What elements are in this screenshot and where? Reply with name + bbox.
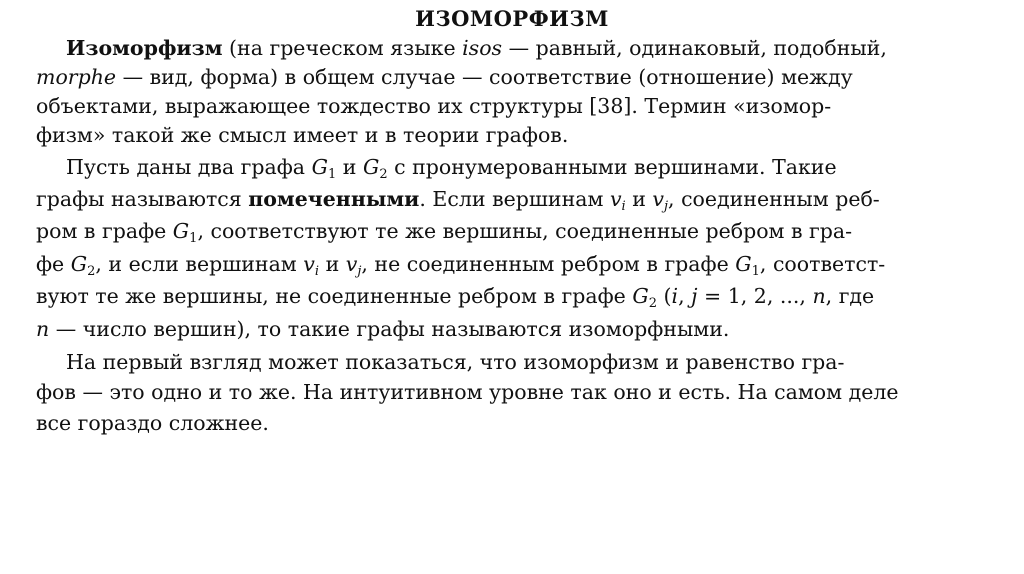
text-italic: morphe	[36, 65, 117, 89]
text-line	[36, 378, 899, 406]
text-span: , соединенным реб-	[668, 187, 880, 211]
math-var: G	[735, 252, 752, 276]
text-span: и	[625, 187, 653, 211]
text-span: фов — это одно и то же. На интуитивном уровне так оно и есть. На самом деле	[36, 380, 899, 404]
text-span: — число вершин), то такие графы называются изоморфными.	[49, 317, 730, 341]
text-line	[36, 63, 853, 91]
math-subscript: 2	[87, 264, 96, 279]
text-line	[66, 348, 844, 376]
text-span: ром в графе	[36, 219, 173, 243]
text-line	[36, 315, 729, 343]
text-span: объектами, выражающее тождество их структуры [38]. Термин «изомор-	[36, 94, 832, 118]
text-line	[36, 282, 874, 310]
math-var: n	[812, 284, 826, 308]
text-span: . Если вершинам	[419, 187, 610, 211]
math-var: v	[609, 187, 622, 211]
text-span: На первый взгляд может показаться, что изоморфизм и равенство гра-	[66, 350, 845, 374]
text-span: и	[336, 155, 363, 179]
text-line	[36, 92, 831, 120]
term-bold: помеченными	[248, 187, 420, 211]
math-var: v	[652, 187, 664, 211]
text-span: и	[319, 252, 346, 276]
text-line	[36, 121, 568, 149]
text-span: , где	[825, 284, 875, 308]
text-span: (на греческом языке	[222, 36, 463, 60]
math-subscript: i	[314, 264, 320, 279]
text-span: , соответст-	[759, 252, 886, 276]
math-subscript: 2	[648, 296, 658, 311]
math-var: v	[303, 252, 315, 276]
text-line	[36, 409, 269, 437]
text-span: с пронумерованными вершинами. Такие	[387, 155, 837, 179]
math-subscript: j	[664, 199, 669, 214]
text-line	[66, 153, 837, 181]
text-span: вуют те же вершины, не соединенные ребром в графе	[36, 284, 633, 308]
text-span: — равный, одинаковый, подобный,	[502, 36, 887, 60]
text-line	[36, 185, 880, 213]
math-var: v	[345, 252, 358, 276]
math-var: G	[311, 155, 328, 179]
text-line	[36, 250, 885, 278]
math-var: i	[671, 284, 679, 308]
text-span: ,	[678, 284, 692, 308]
text-span: (	[657, 284, 672, 308]
text-span: , и если вершинам	[95, 252, 304, 276]
math-subscript: 1	[327, 167, 337, 182]
text-span: физм» такой же смысл имеет и в теории графов.	[36, 123, 569, 147]
text-span: Пусть даны два графа	[66, 155, 312, 179]
text-span: , не соединенным ребром в графе	[361, 252, 736, 276]
math-var: G	[172, 219, 190, 243]
math-subscript: 1	[189, 231, 198, 246]
math-subscript: j	[357, 264, 362, 279]
math-var: G	[70, 252, 88, 276]
text-span: графы называются	[36, 187, 249, 211]
text-span: фе	[36, 252, 71, 276]
text-line	[36, 217, 852, 245]
math-var: G	[632, 284, 649, 308]
text-span: , соответствуют те же вершины, соединенные ребром в гра-	[197, 219, 853, 243]
math-var: G	[362, 155, 380, 179]
math-subscript: 2	[379, 167, 388, 182]
math-subscript: i	[621, 199, 626, 214]
text-italic: isos	[462, 36, 503, 60]
text-span: = 1, 2, ...,	[697, 284, 813, 308]
text-span: все гораздо сложнее.	[36, 411, 269, 435]
math-var: n	[36, 317, 50, 341]
page-title: ИЗОМОРФИЗМ	[415, 6, 609, 31]
term-bold: Изоморфизм	[66, 36, 223, 60]
text-span: — вид, форма) в общем случае — соответствие (отношение) между	[116, 65, 853, 89]
math-subscript: 1	[751, 264, 760, 279]
text-line	[66, 34, 887, 62]
math-var: j	[691, 284, 698, 308]
